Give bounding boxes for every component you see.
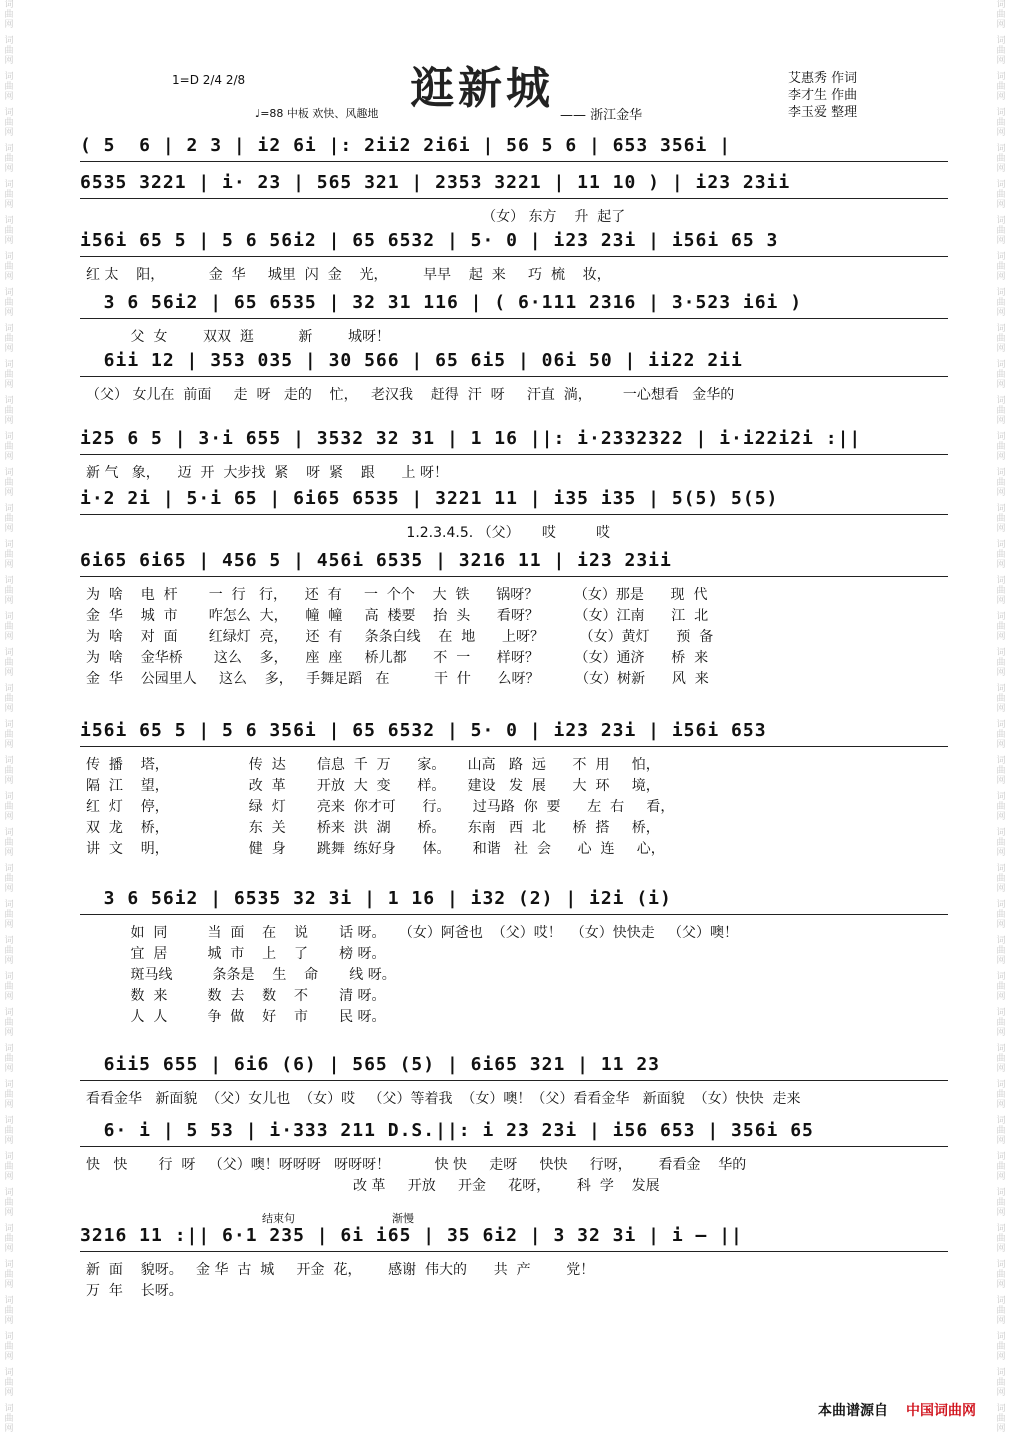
lyric-line: 为 啥 对 面 红绿灯 亮， 还 有 条条白线 在 地 上呀？ （女）黄灯 预 备 <box>86 629 714 645</box>
beam-underline <box>80 198 948 199</box>
credit-lyricist: 艾惠秀 作词 <box>788 71 858 86</box>
footer-source: 本曲谱源自 <box>818 1403 888 1419</box>
lyric-line: 讲 文 明， 健 身 跳舞 练好身 体。 和谐 社 会 心 连 心， <box>86 841 665 857</box>
side-watermark-left: 词 曲 网 词 曲 网 词 曲 网 词 曲 网 词 曲 网 词 曲 网 词 曲 网 词 曲 网 词 曲 网 词 曲 网 词 曲 网 词 曲 网 词 曲 网 词 曲 网 词 曲 网 词 曲 网 词 曲 网 词 曲 网 词 曲 网 词 曲 网 词 曲 网 词 曲 网 词 曲 网 词 曲 网 词 曲 网 词 曲 网 词 曲 网 词 曲 网 词 曲 网 词 曲 网 词 曲 网 词 曲 网 词 曲 网 词 曲 网 词 曲 网 词 曲 网 词 曲 网 词 曲 网 词 曲 网 词 曲 网 <box>4 0 14 1434</box>
beam-underline <box>80 914 948 915</box>
notation-line: i25 6 5 | 3·i 655 | 3532 32 31 | 1 16 ||: i·2332322 | i·i22i2i :|| <box>80 428 862 449</box>
footer-brand: 中国词曲网 <box>906 1403 976 1419</box>
lyric-line: 金 华 公园里人 这么 多， 手舞足蹈 在 干 什 么呀？ （女）树新 风 来 <box>86 671 709 687</box>
lyric-line: 新 面 貌呀。 金 华 古 城 开金 花， 感谢 伟大的 共 产 党！ <box>86 1262 595 1278</box>
notation-line: 6i65 6i65 | 456 5 | 456i 6535 | 3216 11 | i23 23ii <box>80 550 672 571</box>
lyric-line: （父） 女儿在 前面 走 呀 走的 忙， 老汉我 赶得 汗 呀 汗直 淌， 一心想看 金华的 <box>86 387 735 403</box>
lyric-line: 红 灯 停， 绿 灯 亮来 你才可 行。 过马路 你 要 左 右 看， <box>86 799 675 815</box>
beam-underline <box>80 318 948 319</box>
lyric-line: 父 女 双双 逛 新 城呀！ <box>86 329 391 345</box>
notation-line: 3 6 56i2 | 6535 32 3i | 1 16 | i32 (2) | i2i (i) <box>80 888 672 909</box>
lyric-line: 为 啥 金华桥 这么 多， 座 座 桥儿都 不 一 样呀？ （女）通济 桥 来 <box>86 650 709 666</box>
beam-underline <box>80 746 948 747</box>
lyric-line: 快 快 行 呀 （父）噢！呀呀呀 呀呀呀！ 快 快 走呀 快快 行呀， 看看金 华的 <box>86 1157 747 1173</box>
beam-underline <box>80 1146 948 1147</box>
notation-line: i56i 65 5 | 5 6 56i2 | 65 6532 | 5· 0 | i23 23i | i56i 65 3 <box>80 230 779 251</box>
beam-underline <box>80 376 948 377</box>
lyric-line: 金 华 城 市 咋怎么 大， 幢 幢 高 楼要 抬 头 看呀？ （女）江南 江 北 <box>86 608 709 624</box>
beam-underline <box>80 1251 948 1252</box>
lyric-line: 斑马线 条条是 生 命 线 呀。 <box>86 967 396 983</box>
lyric-line: 宜 居 城 市 上 了 榜 呀。 <box>86 946 386 962</box>
notation-line: 3216 11 :|| 6·1 235 | 6i i65 | 35 6i2 | 3 32 3i | i — || <box>80 1225 743 1246</box>
credits <box>788 70 857 121</box>
ritardando-marker: 渐慢 <box>392 1212 414 1225</box>
song-subtitle: —— 浙江金华 <box>560 108 643 123</box>
notation-line: 6535 3221 | i· 23 | 565 321 | 2353 3221 | 11 10 ) | i23 23ii <box>80 172 791 193</box>
lyric-line: 红 太 阳， 金 华 城里 闪 金 光， 早早 起 来 巧 梳 妆， <box>86 267 611 283</box>
key-signature: 1=D 2/4 2/8 <box>172 73 246 87</box>
lyric-line: 隔 江 望， 改 革 开放 大 变 样。 建设 发 展 大 环 境， <box>86 778 660 794</box>
notation-line: 6ii 12 | 353 035 | 30 566 | 65 6i5 | 06i 50 | ii22 2ii <box>80 350 743 371</box>
beam-underline <box>80 576 948 577</box>
notation-line: i·2 2i | 5·i 65 | 6i65 6535 | 3221 11 | i35 i35 | 5(5) 5(5) <box>80 488 779 509</box>
lyric-line: 人 人 争 做 好 市 民 呀。 <box>86 1009 386 1025</box>
lyric-line: 传 播 塔， 传 达 信息 千 万 家。 山高 路 远 不 用 怕， <box>86 757 660 773</box>
song-title: 逛新城 <box>410 63 554 114</box>
lyric-line: 1.2.3.4.5. （父） 哎 哎 <box>86 525 610 541</box>
credit-composer: 李才生 作曲 <box>788 88 858 103</box>
notation-line: ( 5 6 | 2 3 | i2 6i |: 2ii2 2i6i | 56 5 6 | 653 356i | <box>80 135 732 156</box>
end-phrase-marker: 结束句 <box>262 1212 295 1225</box>
beam-underline <box>80 161 948 162</box>
lyric-line: 改 革 开放 开金 花呀， 科 学 发展 <box>86 1178 660 1194</box>
lyric-line: （女） 东方 升 起了 <box>86 209 626 225</box>
lyric-line: 为 啥 电 杆 一 行 行， 还 有 一 个个 大 铁 锅呀？ （女）那是 现 代 <box>86 587 708 603</box>
footer <box>818 1400 976 1420</box>
beam-underline <box>80 256 948 257</box>
lyric-line: 如 同 当 面 在 说 话 呀。 （女）阿爸也 （父）哎！ （女）快快走 （父）噢！ <box>86 925 739 941</box>
notation-line: 6· i | 5 53 | i·333 211 D.S.||: i 23 23i | i56 653 | 356i 65 <box>80 1120 814 1141</box>
lyric-line: 双 龙 桥， 东 关 桥来 洪 湖 桥。 东南 西 北 桥 搭 桥， <box>86 820 660 836</box>
notation-line: 6ii5 655 | 6i6 (6) | 565 (5) | 6i65 321 | 11 23 <box>80 1054 661 1075</box>
lyric-line: 看看金华 新面貌 （父）女儿也 （女）哎 （父）等着我 （女）噢！（父）看看金华 新面貌 （女）快快 走来 <box>86 1091 801 1107</box>
lyric-line: 新 气 象， 迈 开 大步找 紧 呀 紧 跟 上 呀！ <box>86 465 448 481</box>
lyric-line: 万 年 长呀。 <box>86 1283 183 1299</box>
beam-underline <box>80 454 948 455</box>
credit-arranger: 李玉爱 整理 <box>788 105 858 120</box>
side-watermark-right: 词 曲 网 词 曲 网 词 曲 网 词 曲 网 词 曲 网 词 曲 网 词 曲 网 词 曲 网 词 曲 网 词 曲 网 词 曲 网 词 曲 网 词 曲 网 词 曲 网 词 曲 网 词 曲 网 词 曲 网 词 曲 网 词 曲 网 词 曲 网 词 曲 网 词 曲 网 词 曲 网 词 曲 网 词 曲 网 词 曲 网 词 曲 网 词 曲 网 词 曲 网 词 曲 网 词 曲 网 词 曲 网 词 曲 网 词 曲 网 词 曲 网 词 曲 网 词 曲 网 词 曲 网 词 曲 网 词 曲 网 <box>996 0 1006 1434</box>
lyric-line: 数 来 数 去 数 不 清 呀。 <box>86 988 386 1004</box>
notation-line: 3 6 56i2 | 65 6535 | 32 31 116 | ( 6·111 2316 | 3·523 i6i ) <box>80 292 803 313</box>
beam-underline <box>80 514 948 515</box>
beam-underline <box>80 1080 948 1081</box>
notation-line: i56i 65 5 | 5 6 356i | 65 6532 | 5· 0 | i23 23i | i56i 653 <box>80 720 767 741</box>
tempo-marking: ♩=88 中板 欢快、风趣地 <box>255 107 379 120</box>
